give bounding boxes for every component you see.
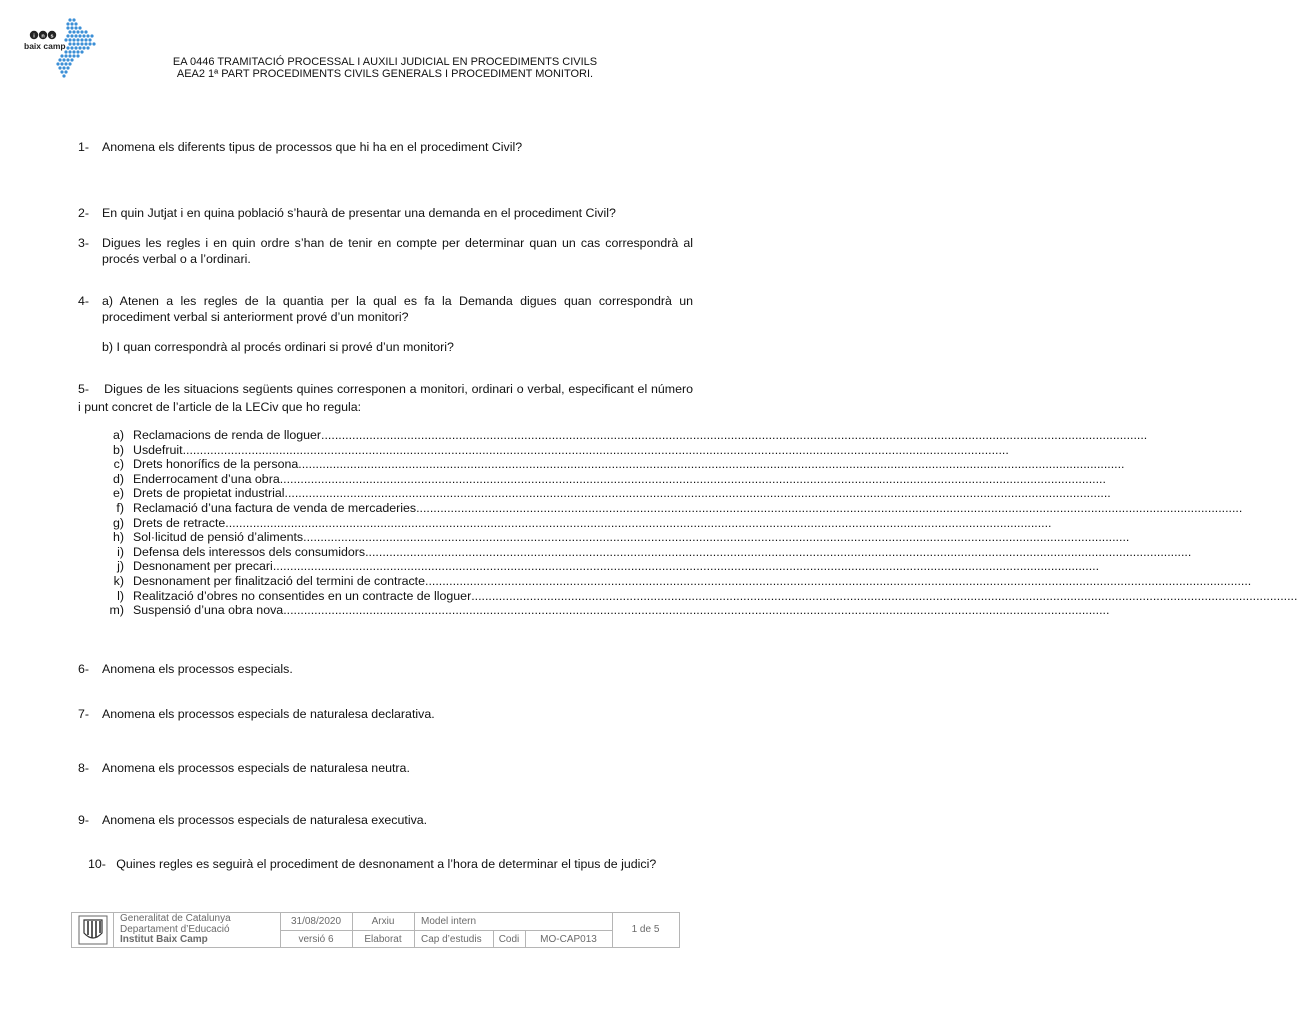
header-line-2: AEA2 1ª PART PROCEDIMENTS CIVILS GENERALS I PROCEDIMENT MONITORI.: [176, 68, 594, 80]
list-item: [98, 515, 1052, 531]
list-item: [98, 457, 1125, 472]
document-header: [120, 56, 650, 80]
list-item: [98, 442, 1009, 458]
dotted-leader: ................................................................................................................................................................................................................................................: [272, 559, 1100, 574]
situations-list: [98, 428, 1297, 618]
dotted-leader: ................................................................................................................................................................................................................................................: [303, 530, 1130, 545]
dotted-leader: ................................................................................................................................................................................................................................................: [425, 573, 1252, 588]
org-line-3: Institut Baix Camp: [120, 934, 208, 945]
question-text: Anomena els processos especials de naturalesa neutra.: [102, 761, 410, 775]
list-item: [98, 573, 1252, 589]
question-7: [78, 706, 693, 722]
dotted-leader: ................................................................................................................................................................................................................................................: [182, 442, 1009, 457]
question-1: [78, 139, 693, 155]
list-item: [98, 486, 1111, 501]
logo-ins-circles: [30, 31, 56, 40]
footer-cap: Cap d’estudis: [421, 934, 482, 945]
list-item: [98, 603, 1110, 618]
list-item-label: Desnonament per finalització del termini de contracte: [133, 573, 426, 588]
question-text: Anomena els processos especials.: [102, 662, 293, 676]
list-item-label: Drets de retracte: [133, 515, 226, 530]
list-item-label: Desnonament per precari: [133, 559, 273, 574]
question-3: [78, 235, 693, 267]
question-number: 3-: [78, 236, 90, 250]
list-item-letter: d): [112, 471, 124, 486]
footer-codi-label: Codi: [498, 934, 520, 945]
list-item-letter: h): [112, 530, 124, 545]
list-item-letter: c): [113, 457, 124, 472]
dotted-leader: ................................................................................................................................................................................................................................................: [365, 544, 1192, 559]
footer-code: MO-CAP013: [540, 934, 597, 945]
list-item: [98, 471, 1106, 487]
dotted-leader: ................................................................................................................................................................................................................................................: [471, 588, 1297, 603]
svg-text:i: i: [33, 33, 35, 40]
dotted-leader: ................................................................................................................................................................................................................................................: [321, 428, 1148, 442]
question-6: [78, 661, 693, 677]
question-text: Quines regles es seguirà el procediment de desnonament a l’hora de determinar el tipus de judici?: [116, 857, 657, 871]
question-number: 8-: [78, 761, 90, 775]
list-item: [98, 530, 1130, 545]
list-item-label: Realització d’obres no consentides en un contracte de lloguer: [133, 588, 472, 603]
question-number: 4-: [78, 294, 90, 308]
org-line-1: Generalitat de Catalunya: [120, 913, 231, 924]
list-item-letter: g): [112, 515, 124, 530]
question-number: 6-: [78, 662, 90, 676]
list-item-letter: k): [113, 573, 124, 588]
list-item: [98, 500, 1243, 516]
list-item-label: Enderrocament d’una obra: [133, 471, 280, 486]
question-number: 2-: [78, 206, 90, 220]
list-item-label: Defensa dels interessos dels consumidors: [133, 544, 366, 559]
question-9: [78, 812, 693, 828]
list-item: [98, 588, 1297, 604]
dotted-leader: ................................................................................................................................................................................................................................................: [279, 471, 1106, 486]
dotted-leader: ................................................................................................................................................................................................................................................: [284, 486, 1111, 501]
question-number: 10-: [88, 857, 106, 871]
list-item-letter: l): [117, 588, 124, 603]
dotted-leader: ................................................................................................................................................................................................................................................: [225, 515, 1052, 530]
list-item-letter: m): [109, 603, 124, 618]
footer-elaborat: Elaborat: [364, 934, 402, 945]
list-item-label: Reclamacions de renda de lloguer: [133, 428, 322, 442]
svg-text:s: s: [50, 33, 54, 40]
list-item-letter: f): [116, 500, 124, 515]
generalitat-emblem-icon: [78, 915, 108, 945]
list-item-letter: b): [112, 442, 124, 457]
question-number: 7-: [78, 707, 90, 721]
question-10: [54, 856, 693, 872]
dotted-leader: ................................................................................................................................................................................................................................................: [416, 500, 1243, 515]
footer-arxiu: Arxiu: [371, 916, 395, 927]
list-item-label: Suspensió d’una obra nova: [133, 603, 284, 618]
list-item-letter: j): [117, 559, 124, 574]
question-text: Anomena els processos especials de naturalesa executiva.: [102, 813, 428, 827]
list-item-letter: e): [112, 486, 124, 501]
question-text-a: a) Atenen a les regles de la quantia per la qual es fa la Demanda digues quan correspondrà un procediment verbal si anteriorment prové d’un monitori?: [102, 294, 693, 324]
list-item: [98, 559, 1100, 574]
question-text: Digues les regles i en quin ordre s’han de tenir en compte per determinar quan un cas correspondrà al procés verbal o a l’ordinari.: [102, 236, 693, 266]
list-item-letter: i): [117, 544, 124, 559]
question-5: [78, 380, 693, 416]
question-text: Anomena els processos especials de naturalesa declarativa.: [102, 707, 435, 721]
list-item-label: Drets de propietat industrial: [133, 486, 285, 501]
header-line-1: EA 0446 TRAMITACIÓ PROCESSAL I AUXILI JUDICIAL EN PROCEDIMENTS CIVILS: [172, 56, 598, 68]
question-text-b: b) I quan correspondrà al procés ordinari si prové d’un monitori?: [102, 340, 454, 354]
question-number: 5-: [78, 382, 90, 396]
question-number: 9-: [78, 813, 90, 827]
org-line-2: Departament d’Educació: [120, 923, 230, 935]
svg-text:n: n: [41, 33, 45, 40]
list-item-label: Usdefruit: [133, 442, 183, 457]
question-2: [78, 205, 693, 221]
dotted-leader: ................................................................................................................................................................................................................................................: [283, 603, 1110, 618]
dotted-leader: ................................................................................................................................................................................................................................................: [298, 457, 1125, 472]
question-4: [78, 293, 693, 355]
school-logo: [22, 16, 100, 82]
logo-text: baix camp: [24, 41, 66, 51]
list-item-label: Reclamació d’una factura de venda de mercaderies: [133, 500, 417, 515]
list-item-label: Sol·licitud de pensió d’aliments: [133, 530, 304, 545]
footer-model: Model intern: [421, 916, 477, 927]
list-item-label: Drets honorífics de la persona: [133, 457, 299, 472]
organization-block: [120, 914, 231, 946]
question-text: En quin Jutjat i en quina població s’haurà de presentar una demanda en el procediment Civil?: [102, 206, 616, 220]
list-item: [98, 428, 1148, 443]
question-text: Digues de les situacions següents quines corresponen a monitori, ordinari o verbal, especificant el número i punt concret de l’article de la LECiv que ho regula:: [78, 382, 693, 414]
document-footer: [71, 912, 680, 948]
footer-version: versió 6: [298, 934, 334, 945]
question-number: 1-: [78, 140, 90, 154]
footer-date: 31/08/2020: [290, 916, 342, 927]
list-item: [98, 544, 1192, 560]
question-8: [78, 760, 693, 776]
list-item-letter: a): [112, 428, 124, 442]
page-number: 1 de 5: [631, 924, 660, 935]
question-text: Anomena els diferents tipus de processos que hi ha en el procediment Civil?: [102, 140, 523, 154]
